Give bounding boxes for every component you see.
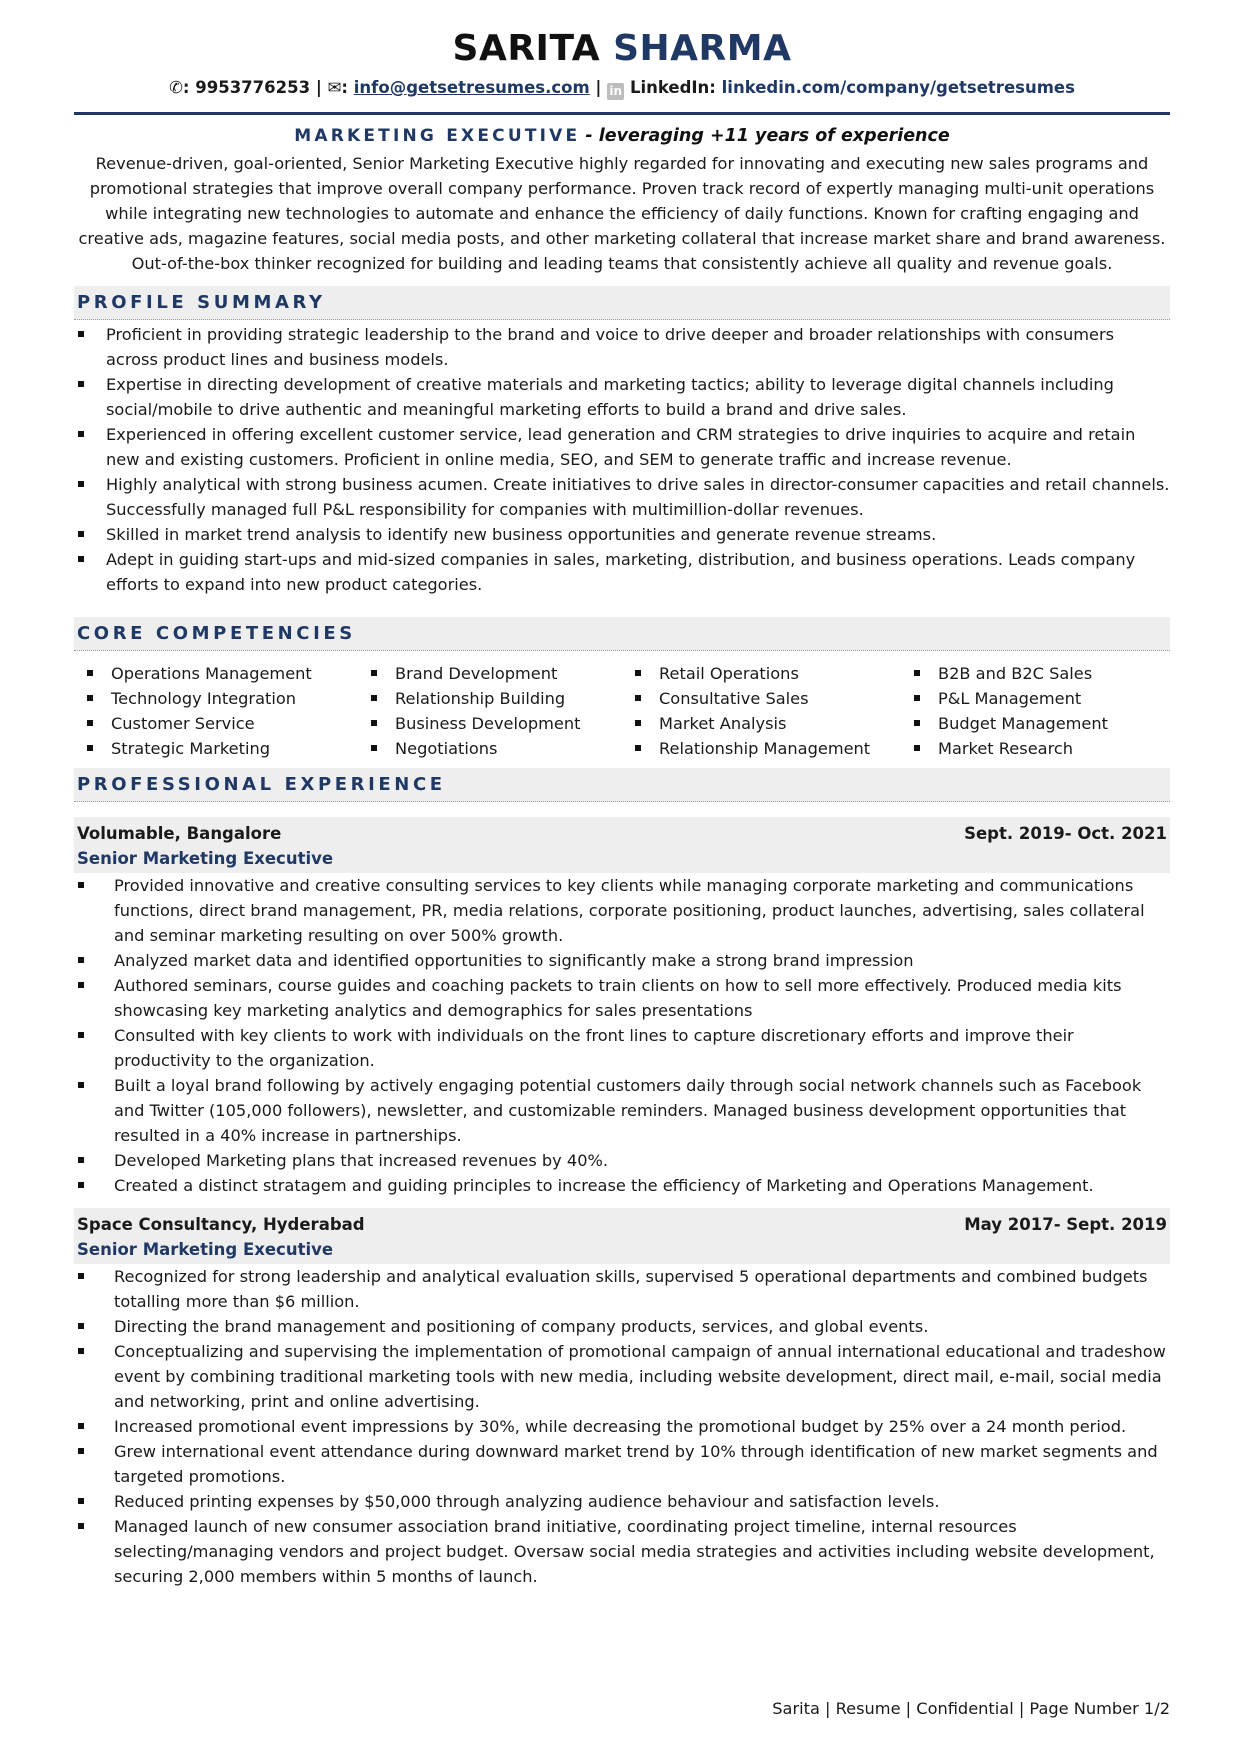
page-footer: Sarita | Resume | Confidential | Page Number 1/2 bbox=[772, 1699, 1170, 1718]
section-heading-professional-experience: PROFESSIONAL EXPERIENCE bbox=[74, 768, 1170, 802]
list-item: Increased promotional event impressions by 30%, while decreasing the promotional budget by 25% over a 24 month period. bbox=[74, 1414, 1170, 1439]
list-item: Consultative Sales bbox=[632, 686, 911, 711]
headline-title: MARKETING EXECUTIVE bbox=[294, 126, 581, 146]
list-item: Directing the brand management and positioning of company products, services, and global events. bbox=[74, 1314, 1170, 1339]
profile-summary-list bbox=[74, 322, 1170, 597]
list-item: Built a loyal brand following by actively engaging potential customers daily through social network channels such as Facebook and Twitter (105,000 followers), newsletter, and customizable reminders. Managed business development opportunities that resulted in a 40% increase in partnerships. bbox=[74, 1073, 1170, 1148]
separator: | bbox=[315, 78, 322, 97]
list-item: Relationship Management bbox=[632, 736, 911, 761]
email-label: : bbox=[341, 78, 349, 97]
list-item: Experienced in offering excellent customer service, lead generation and CRM strategies to drive inquiries to acquire and retain new and existing customers. Proficient in online media, SEO, and SEM to generate traffic and increase revenue. bbox=[74, 422, 1170, 472]
competencies-column bbox=[911, 661, 1151, 761]
list-item: Managed launch of new consumer association brand initiative, coordinating project timeline, internal resources selecting/managing vendors and project budget. Oversaw social media strategies and activities including website development, securing 2,000 members within 5 months of launch. bbox=[74, 1514, 1170, 1589]
list-item: B2B and B2C Sales bbox=[911, 661, 1151, 686]
list-item: P&L Management bbox=[911, 686, 1151, 711]
competencies-grid bbox=[74, 661, 1170, 761]
list-item: Strategic Marketing bbox=[84, 736, 368, 761]
list-item: Market Research bbox=[911, 736, 1151, 761]
list-item: Reduced printing expenses by $50,000 through analyzing audience behaviour and satisfaction levels. bbox=[74, 1489, 1170, 1514]
job-header bbox=[74, 817, 1170, 873]
phone-icon: ✆ bbox=[169, 78, 183, 97]
job-header bbox=[74, 1208, 1170, 1264]
job-bullets bbox=[74, 1264, 1170, 1589]
list-item: Recognized for strong leadership and analytical evaluation skills, supervised 5 operational departments and combined budgets totalling more than $6 million. bbox=[74, 1264, 1170, 1314]
list-item: Authored seminars, course guides and coaching packets to train clients on how to sell more effectively. Produced media kits showcasing key marketing analytics and demographics for sales presentations bbox=[74, 973, 1170, 1023]
headline-subtitle: - leveraging +11 years of experience bbox=[585, 126, 950, 146]
linkedin-icon: in bbox=[607, 83, 624, 100]
job-company: Space Consultancy, Hyderabad bbox=[77, 1215, 365, 1234]
last-name: SHARMA bbox=[613, 28, 792, 69]
job-dates: May 2017- Sept. 2019 bbox=[964, 1215, 1167, 1234]
job-dates: Sept. 2019- Oct. 2021 bbox=[964, 824, 1167, 843]
job-company: Volumable, Bangalore bbox=[77, 824, 282, 843]
phone-label: : bbox=[182, 78, 190, 97]
linkedin-link[interactable]: linkedin.com/company/getsetresumes bbox=[721, 78, 1075, 97]
candidate-name bbox=[74, 26, 1170, 72]
contact-line bbox=[74, 76, 1170, 100]
separator: | bbox=[595, 78, 602, 97]
list-item: Customer Service bbox=[84, 711, 368, 736]
linkedin-label: LinkedIn: bbox=[629, 78, 716, 97]
list-item: Budget Management bbox=[911, 711, 1151, 736]
list-item: Operations Management bbox=[84, 661, 368, 686]
job-bullets bbox=[74, 873, 1170, 1198]
job-company-row bbox=[77, 1212, 1167, 1237]
list-item: Brand Development bbox=[368, 661, 632, 686]
phone-number: 9953776253 bbox=[195, 78, 311, 97]
list-item: Highly analytical with strong business acumen. Create initiatives to drive sales in director-consumer capacities and retail channels. Successfully managed full P&L responsibility for companies with multimillion-dollar revenues. bbox=[74, 472, 1170, 522]
list-item: Technology Integration bbox=[84, 686, 368, 711]
job-role: Senior Marketing Executive bbox=[77, 1240, 334, 1259]
competencies-column bbox=[368, 661, 632, 761]
list-item: Business Development bbox=[368, 711, 632, 736]
header-divider bbox=[74, 112, 1170, 115]
list-item: Market Analysis bbox=[632, 711, 911, 736]
email-icon: ✉ bbox=[327, 78, 342, 97]
list-item: Relationship Building bbox=[368, 686, 632, 711]
competencies-column bbox=[74, 661, 368, 761]
list-item: Developed Marketing plans that increased revenues by 40%. bbox=[74, 1148, 1170, 1173]
job-company-row bbox=[77, 821, 1167, 846]
list-item: Expertise in directing development of creative materials and marketing tactics; ability to leverage digital channels including social/mobile to drive authentic and meaningful marketing efforts to build a brand and drive sales. bbox=[74, 372, 1170, 422]
list-item: Negotiations bbox=[368, 736, 632, 761]
list-item: Skilled in market trend analysis to identify new business opportunities and generate revenue streams. bbox=[74, 522, 1170, 547]
list-item: Conceptualizing and supervising the implementation of promotional campaign of annual international educational and tradeshow event by combining traditional marketing tools with new media, including website development, direct mail, e-mail, social media and networking, print and online advertising. bbox=[74, 1339, 1170, 1414]
list-item: Retail Operations bbox=[632, 661, 911, 686]
competencies-column bbox=[632, 661, 911, 761]
email-link[interactable]: info@getsetresumes.com bbox=[353, 78, 590, 97]
resume-page bbox=[74, 26, 1170, 1589]
list-item: Created a distinct stratagem and guiding principles to increase the efficiency of Marketing and Operations Management. bbox=[74, 1173, 1170, 1198]
list-item: Adept in guiding start-ups and mid-sized companies in sales, marketing, distribution, and business operations. Leads company efforts to expand into new product categories. bbox=[74, 547, 1170, 597]
job-role: Senior Marketing Executive bbox=[77, 849, 334, 868]
list-item: Grew international event attendance during downward market trend by 10% through identification of new market segments and targeted promotions. bbox=[74, 1439, 1170, 1489]
section-heading-core-competencies: CORE COMPETENCIES bbox=[74, 617, 1170, 651]
intro-paragraph: Revenue-driven, goal-oriented, Senior Marketing Executive highly regarded for innovating and executing new sales programs and promotional strategies that improve overall company performance. Proven track record of expertly managing multi-unit operations while integrating new technologies to automate and enhance the efficiency of daily functions. Known for crafting engaging and creative ads, magazine features, social media posts, and other marketing collateral that increase market share and brand awareness. Out-of-the-box thinker recognized for building and leading teams that consistently achieve all quality and revenue goals. bbox=[78, 154, 1166, 273]
list-item: Consulted with key clients to work with individuals on the front lines to capture discretionary efforts and improve their productivity to the organization. bbox=[74, 1023, 1170, 1073]
list-item: Proficient in providing strategic leadership to the brand and voice to drive deeper and broader relationships with consumers across product lines and business models. bbox=[74, 322, 1170, 372]
list-item: Analyzed market data and identified opportunities to significantly make a strong brand impression bbox=[74, 948, 1170, 973]
first-name: SARITA bbox=[452, 28, 601, 69]
headline bbox=[74, 123, 1170, 149]
list-item: Provided innovative and creative consulting services to key clients while managing corporate marketing and communications functions, direct brand management, PR, media relations, corporate positioning, product launches, advertising, sales collateral and seminar marketing resulting on over 500% growth. bbox=[74, 873, 1170, 948]
section-heading-profile-summary: PROFILE SUMMARY bbox=[74, 286, 1170, 320]
